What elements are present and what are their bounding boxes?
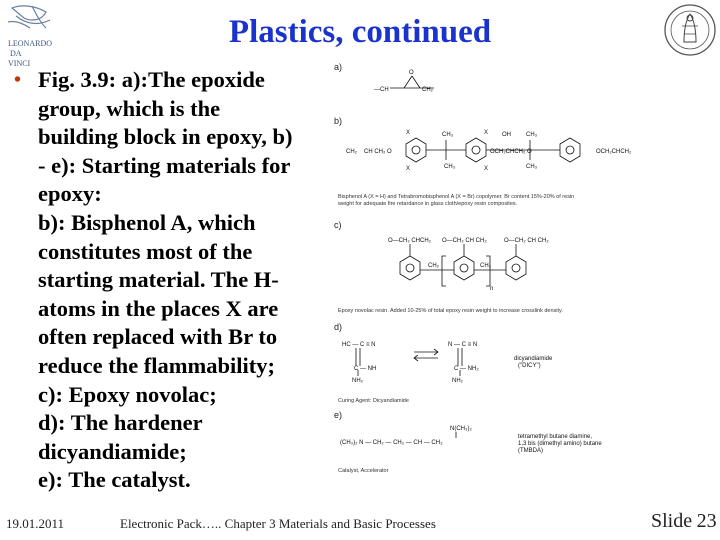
svg-text:—CH: —CH — [374, 87, 389, 93]
tmbda-subtitle: 1,3 bis (dimethyl amino) butane — [518, 441, 602, 447]
svg-text:NH₂: NH₂ — [352, 378, 363, 384]
svg-text:CH₂: CH₂ — [480, 263, 491, 269]
tmbda-label: tetramethyl butane diamine, — [518, 434, 593, 440]
figure-label-b: b) — [334, 116, 343, 126]
svg-text:(CH₃)₂ N — CH₂ — CH₂ — CH — CH: (CH₃)₂ N — CH₂ — CH₂ — CH — CH₃ — [340, 440, 443, 446]
svg-text:O—CH₂ CH CH₂: O—CH₂ CH CH₂ — [442, 238, 487, 244]
bullet-point-icon: • — [14, 69, 22, 91]
svg-text:X: X — [484, 166, 489, 172]
svg-text:CH₃: CH₃ — [526, 164, 538, 170]
svg-text:X: X — [406, 166, 411, 172]
svg-text:DA: DA — [10, 49, 22, 58]
footer-date: 19.01.2011 — [6, 516, 65, 531]
caption-b: Bisphenol A (X = H) and Tetrabromobisphenol A (X = Br) copolymer. Br content 15%-20% of resin — [338, 194, 575, 200]
svg-text:CH₂: CH₂ — [422, 87, 433, 93]
svg-text:C — NH₂: C — NH₂ — [454, 366, 479, 372]
figure-label-a: a) — [334, 62, 343, 72]
svg-text:NH₂: NH₂ — [452, 378, 463, 384]
svg-text:CH₂: CH₂ — [346, 149, 357, 155]
svg-text:N — C ≡ N: N — C ≡ N — [448, 342, 478, 348]
tmbda-abbreviation: (TMBDA) — [518, 448, 543, 454]
svg-text:CH₃: CH₃ — [526, 132, 538, 138]
slide-title: Plastics, continued — [228, 14, 492, 50]
svg-text:OCH₂CHCH₂: OCH₂CHCH₂ — [596, 149, 632, 155]
svg-text:O: O — [409, 70, 414, 76]
svg-text:CH CH₂ O: CH CH₂ O — [364, 149, 392, 155]
svg-text:O—CH₂ CHCH₂: O—CH₂ CHCH₂ — [388, 238, 431, 244]
chemical-structures-figure — [334, 62, 674, 502]
svg-text:CH₃: CH₃ — [442, 132, 454, 138]
caption-b-continued: weight for adequate fire retardance in glass cloth/epoxy resin composites. — [338, 201, 518, 207]
epoxy-novolac-structure — [400, 244, 526, 286]
svg-text:HC — C ≡ N: HC — C ≡ N — [342, 342, 376, 348]
svg-text:n: n — [490, 286, 494, 292]
caption-d: Curing Agent: Dicyandiamide — [338, 398, 409, 404]
svg-text:VINCI: VINCI — [8, 59, 31, 68]
slide-number-value: 23 — [696, 510, 717, 532]
caption-c: Epoxy novolac resin. Added 10-25% of total epoxy resin weight to increase crosslink density. — [338, 308, 563, 314]
dicy-abbreviation: ("DICY") — [518, 363, 541, 369]
svg-text:C — NH: C — NH — [354, 366, 377, 372]
svg-text:CH₃: CH₃ — [444, 164, 456, 170]
svg-text:OH: OH — [502, 132, 511, 138]
svg-text:N(CH₃)₂: N(CH₃)₂ — [450, 426, 472, 432]
dicy-label: dicyandiamide — [514, 356, 553, 362]
svg-text:X: X — [406, 130, 411, 136]
figure-description: Fig. 3.9: a):The epoxide group, which is the building block in epoxy, b) - e): Starting materials for epoxy: b): Bisphenol A, which constitutes most of the starting material. The H- atoms in the places X are often replaced with Br to reduce the flammability; c): Epoxy novolac; d): The hardener dicyandiamide; e): The catalyst. — [38, 67, 293, 493]
slide-number — [651, 510, 717, 533]
svg-text:O—CH₂ CH CH₂: O—CH₂ CH CH₂ — [504, 238, 549, 244]
svg-text:X: X — [484, 130, 489, 136]
figure-label-e: e) — [334, 410, 343, 420]
caption-e: Catalyst, Accelerator — [338, 468, 389, 474]
svg-text:LEONARDO: LEONARDO — [8, 39, 52, 48]
footer-chapter-title: Electronic Pack….. Chapter 3 Materials and Basic Processes — [120, 516, 436, 531]
slide-word: Slide — [651, 510, 693, 532]
svg-text:CH₂: CH₂ — [428, 263, 439, 269]
svg-text:OCH₂CHCH₂ O: OCH₂CHCH₂ O — [490, 149, 532, 155]
figure-label-d: d) — [334, 322, 343, 332]
figure-label-c: c) — [334, 220, 342, 230]
